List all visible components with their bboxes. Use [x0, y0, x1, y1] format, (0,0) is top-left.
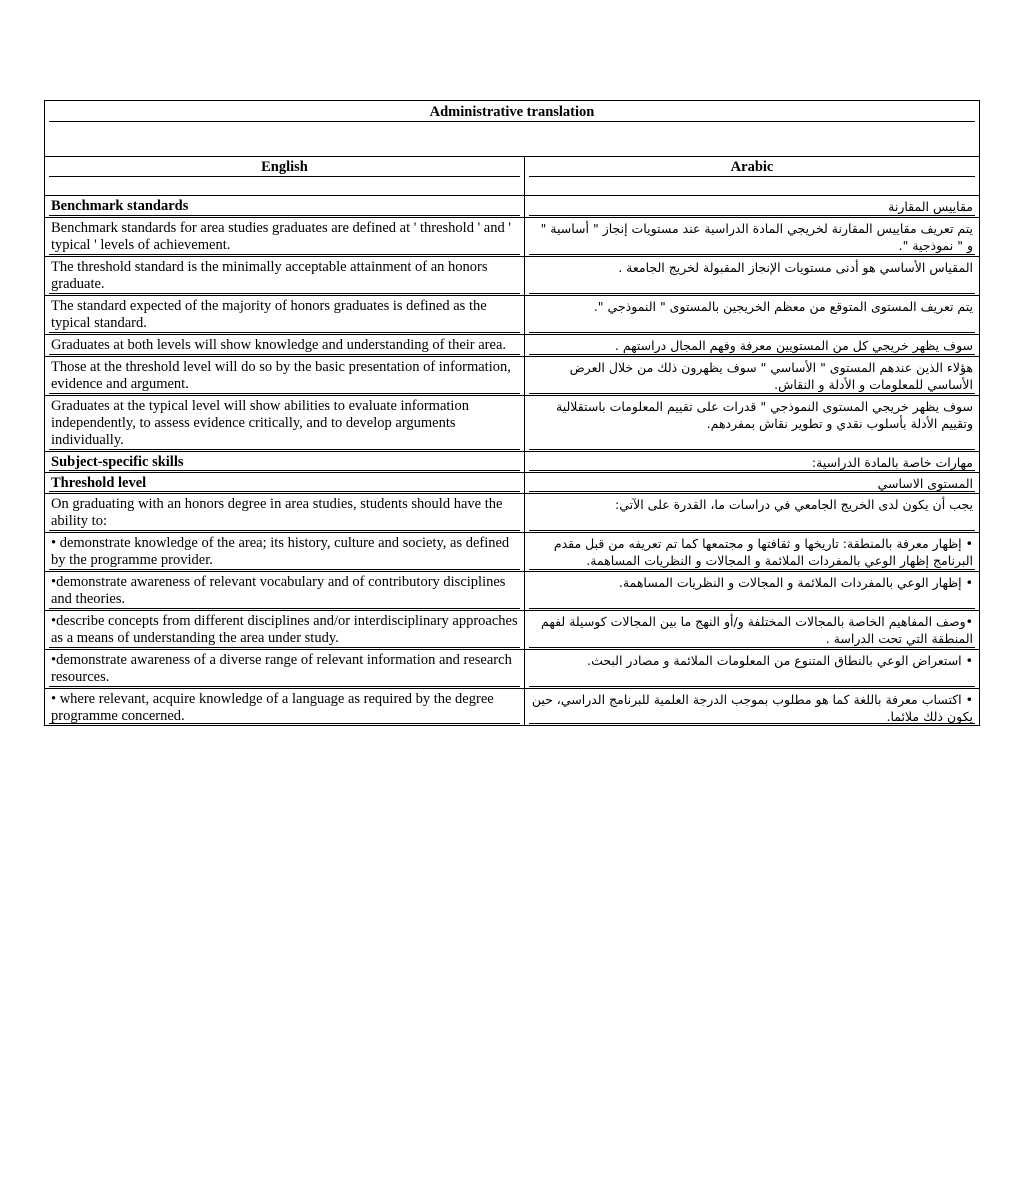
table-row — [45, 218, 979, 257]
english-text: The standard expected of the majority of honors graduates is defined as the typical standard. — [51, 298, 487, 331]
cell-underline — [49, 393, 520, 394]
arabic-text: • إظهار الوعي بالمفردات الملائمة و المجالات و النظريات المساهمة. — [618, 575, 973, 590]
english-text: The threshold standard is the minimally acceptable attainment of an honors graduate. — [51, 259, 488, 292]
english-text: •demonstrate awareness of relevant vocabulary and of contributory disciplines and theories. — [51, 574, 506, 607]
cell-underline — [529, 530, 975, 531]
header-english-label: English — [261, 159, 308, 175]
cell-underline — [529, 686, 975, 687]
arabic-cell — [525, 296, 979, 334]
arabic-cell — [525, 218, 979, 256]
table-row — [45, 196, 979, 218]
table-row — [45, 257, 979, 296]
arabic-text: يتم تعريف مقاييس المقارنة لخريجي المادة الدراسية عند مستويات إنجاز " أساسية " و " نموذجية ". — [540, 221, 973, 253]
arabic-cell — [525, 257, 979, 295]
cell-underline — [529, 449, 975, 450]
arabic-cell — [525, 611, 979, 649]
cell-underline — [49, 647, 520, 648]
cell-underline — [49, 449, 520, 450]
cell-underline — [49, 491, 520, 492]
arabic-text: سوف يظهر خريجي كل من المستويين معرفة وفهم المجال دراستهم . — [614, 338, 973, 353]
arabic-text: • اكتساب معرفة باللغة كما هو مطلوب بموجب الدرجة العلمية للبرنامج الدراسي، حين يكون ذلك ملائما. — [531, 692, 973, 724]
table-row — [45, 611, 979, 650]
header-arabic-label: Arabic — [730, 159, 774, 175]
cell-underline — [49, 293, 520, 294]
title-underline — [49, 121, 975, 122]
cell-underline — [529, 293, 975, 294]
table-row — [45, 473, 979, 494]
arabic-text: هؤلاء الذين عندهم المستوى " الأساسي " سوف يظهرون ذلك من خلال العرض الأساسي للمعلومات و الأدلة و النقاش. — [569, 360, 973, 392]
english-cell — [45, 494, 525, 532]
cell-underline — [49, 608, 520, 609]
english-text: Benchmark standards for area studies graduates are defined at ' threshold ' and ' typical ' levels of achievement. — [51, 220, 511, 253]
arabic-text: يجب أن يكون لدى الخريج الجامعي في دراسات ما، القدرة على الآتي: — [615, 497, 973, 512]
table-row — [45, 572, 979, 611]
english-text: •demonstrate awareness of a diverse range of relevant information and research resources. — [51, 652, 512, 685]
cell-underline — [49, 530, 520, 531]
header-english — [45, 157, 525, 195]
table-row — [45, 357, 979, 396]
cell-underline — [529, 569, 975, 570]
english-text: Benchmark standards — [51, 198, 189, 214]
translation-table — [44, 100, 980, 726]
table-row — [45, 494, 979, 533]
english-cell — [45, 335, 525, 356]
table-row — [45, 396, 979, 452]
cell-underline — [529, 647, 975, 648]
english-cell — [45, 689, 525, 725]
english-cell — [45, 650, 525, 688]
title-block — [45, 101, 979, 157]
cell-underline — [49, 569, 520, 570]
table-body — [45, 196, 979, 725]
cell-underline — [529, 608, 975, 609]
table-row — [45, 650, 979, 689]
arabic-text: سوف يظهر خريجي المستوى النموذجي " قدرات على تقييم المعلومات باستقلالية وتقييم الأدلة بأسلوب نقدي و تطوير نقاش بمفردهم. — [556, 399, 973, 431]
cell-underline — [49, 686, 520, 687]
arabic-cell — [525, 396, 979, 451]
english-cell — [45, 452, 525, 472]
english-cell — [45, 473, 525, 493]
arabic-text: يتم تعريف المستوى المتوقع من معظم الخريجين بالمستوى " النموذجي ". — [593, 299, 973, 314]
arabic-text: •وصف المفاهيم الخاصة بالمجالات المختلفة و/أو النهج ما بين المجالات كوسيلة لفهم المنطقة التي تحت الدراسة . — [541, 614, 973, 646]
arabic-text: المقياس الأساسي هو أدنى مستويات الإنجاز المقبولة لخريج الجامعة . — [618, 260, 973, 275]
english-cell — [45, 296, 525, 334]
english-text: Threshold level — [51, 475, 147, 491]
arabic-cell — [525, 572, 979, 610]
english-cell — [45, 357, 525, 395]
english-cell — [45, 611, 525, 649]
arabic-cell — [525, 335, 979, 356]
english-cell — [45, 533, 525, 571]
arabic-text: مقاييس المقارنة — [888, 199, 973, 214]
cell-underline — [529, 354, 975, 355]
arabic-cell — [525, 452, 979, 472]
arabic-cell — [525, 650, 979, 688]
arabic-cell — [525, 196, 979, 217]
arabic-text: • إظهار معرفة بالمنطقة: تاريخها و ثقافتها و مجتمعها كما تم تعريفه من قبل مقدم البرنامج إظهار الوعي بالمفردات الملائمة و المجالات و النظريات المساهمة. — [553, 536, 973, 568]
english-text: Those at the threshold level will do so by the basic presentation of information, evidence and argument. — [51, 359, 511, 392]
table-title: Administrative translation — [429, 104, 595, 120]
cell-underline — [529, 393, 975, 394]
arabic-cell — [525, 357, 979, 395]
cell-underline — [49, 215, 520, 216]
english-text: • demonstrate knowledge of the area; its history, culture and society, as defined by the programme provider. — [51, 535, 510, 568]
english-cell — [45, 572, 525, 610]
cell-underline — [529, 176, 975, 177]
table-row — [45, 335, 979, 357]
arabic-cell — [525, 689, 979, 725]
cell-underline — [49, 470, 520, 471]
arabic-text: • استعراض الوعي بالنطاق المتنوع من المعلومات الملائمة و مصادر البحث. — [587, 653, 973, 668]
english-text: •describe concepts from different disciplines and/or interdisciplinary approaches as a means of understanding the area under study. — [51, 613, 518, 646]
english-cell — [45, 218, 525, 256]
english-cell — [45, 257, 525, 295]
header-arabic — [525, 157, 979, 195]
arabic-cell — [525, 533, 979, 571]
table-row — [45, 689, 979, 725]
english-text: • where relevant, acquire knowledge of a language as required by the degree programme concerned. — [51, 691, 494, 724]
cell-underline — [529, 215, 975, 216]
english-text: On graduating with an honors degree in area studies, students should have the ability to: — [51, 496, 503, 529]
english-cell — [45, 396, 525, 451]
cell-underline — [49, 254, 520, 255]
english-cell — [45, 196, 525, 217]
header-row — [45, 157, 979, 196]
cell-underline — [529, 723, 975, 724]
arabic-cell — [525, 473, 979, 493]
english-text: Graduates at both levels will show knowledge and understanding of their area. — [51, 337, 507, 353]
cell-underline — [529, 470, 975, 471]
cell-underline — [49, 723, 520, 724]
arabic-cell — [525, 494, 979, 532]
cell-underline — [529, 491, 975, 492]
cell-underline — [49, 332, 520, 333]
table-row — [45, 452, 979, 473]
english-text: Subject-specific skills — [51, 454, 184, 470]
arabic-text: مهارات خاصة بالمادة الدراسية: — [811, 455, 973, 470]
arabic-text: المستوى الاساسي — [877, 476, 973, 491]
table-row — [45, 533, 979, 572]
cell-underline — [49, 354, 520, 355]
table-row — [45, 296, 979, 335]
english-text: Graduates at the typical level will show abilities to evaluate information independently, to assess evidence critically, and to develop arguments individually. — [51, 398, 469, 448]
cell-underline — [529, 254, 975, 255]
cell-underline — [49, 176, 520, 177]
cell-underline — [529, 332, 975, 333]
